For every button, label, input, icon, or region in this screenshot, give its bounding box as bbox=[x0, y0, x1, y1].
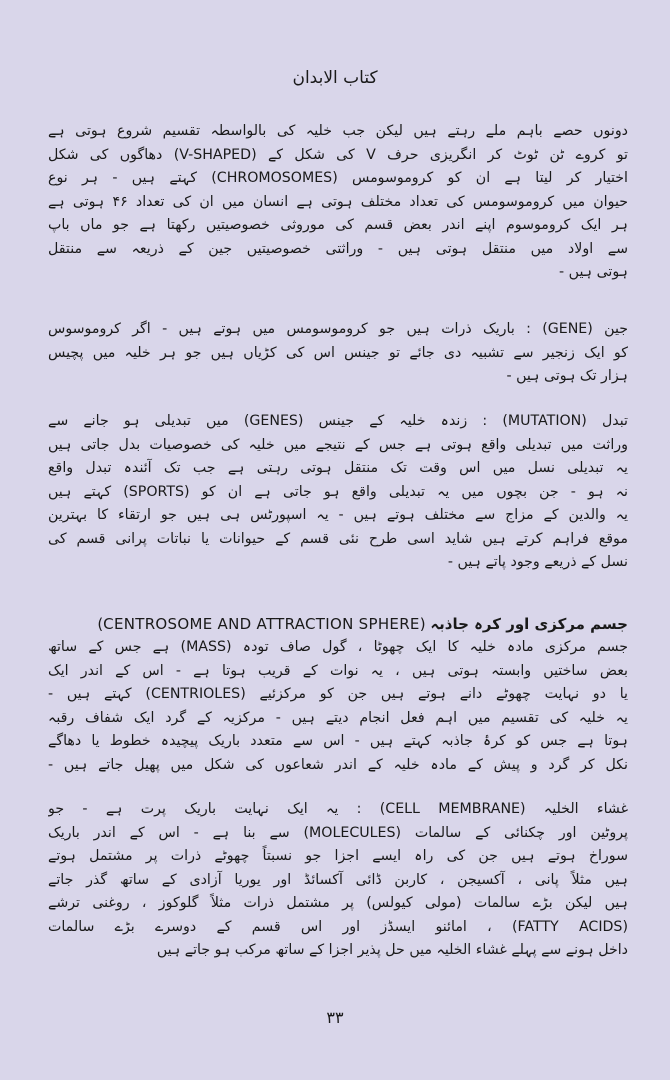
text-line: پروٹین اور چکنائی کے سالمات (MOLECULES) سے بنا ہے - اس کے اندر باریک bbox=[48, 824, 628, 841]
section-centrosome bbox=[48, 612, 628, 777]
text-line: نسل کے ذریعے وجود پاتے ہیں - bbox=[447, 554, 628, 570]
text-line: (FATTY ACIDS) ، امائنو ایسڈز اور اس قسم کے دوسرے بڑے سالمات bbox=[48, 918, 628, 935]
section-heading bbox=[48, 612, 628, 636]
text-line: ہوتا ہے جس کو کرۂ جاذبہ کہتے ہیں - اس سے متعدد باریک پیچیدہ خطوط یا دھاگے bbox=[48, 733, 628, 749]
page-header: کتاب الابدان bbox=[292, 68, 378, 88]
page-number: ۳۳ bbox=[326, 1008, 344, 1027]
text-line: وراثت میں تبدیلی واقع ہوتی ہے جس کے نتیجے میں خلیہ کی خصوصیات بدل جاتی ہیں bbox=[48, 436, 628, 453]
text-line: ہر ایک کروموسوم اپنے اندر بعض قسم کی موروثی خصوصیتیں رکھتا ہے جو ماں باپ bbox=[48, 217, 628, 233]
text-line: سے اولاد میں منتقل ہوتی ہیں - وراثتی خصوصیتیں جین کے ذریعہ سے منتقل bbox=[48, 240, 628, 257]
text-line: جین (GENE) : باریک ذرات ہیں جو کروموسومس میں ہوتے ہیں - اگر کروموسوس bbox=[48, 321, 628, 337]
text-line: یہ تبدیلی نسل میں اس وقت تک منتقل ہوتی رہتی ہے جب تک آئندہ تبدل واقع bbox=[48, 460, 628, 476]
paragraph-mutation bbox=[48, 410, 628, 575]
text-line: یہ والدین کے مزاج سے مختلف ہوتے ہیں - یہ اسپورٹس ہی ہیں جو ارتقاء کا بہترین bbox=[48, 507, 628, 523]
paragraph-gene bbox=[48, 318, 628, 389]
text-line: نکل کر گرد و پیش کے مادہ خلیہ کے اندر شعاعوں کی شکل میں پھیل جاتے ہیں - bbox=[48, 756, 628, 773]
text-line: یا دو نہایت چھوٹے دانے ہوتے ہیں جن کو مرکزئیے (CENTRIOLES) کہتے ہیں - bbox=[48, 686, 628, 702]
text-line: موقع فراہم کرتے ہیں شاید اسی طرح نئی قسم کے حیوانات یا نباتات پرانی قسم کی bbox=[48, 530, 628, 547]
text-line: حیوان میں کروموسومس کی تعداد مختلف ہوتی ہے انسان میں ان کی تعداد ۴۶ ہوتی ہے bbox=[48, 193, 628, 210]
text-line: ہیں مثلاً پانی ، آکسیجن ، کاربن ڈائی آکسائڈ اور یوریا آزادی کے ساتھ گذر جاتے bbox=[48, 871, 628, 888]
text-line: نہ ہو - جن بچوں میں یہ تبدیلی واقع ہو جاتی ہے ان کو (SPORTS) کہتے ہیں bbox=[48, 483, 628, 500]
paragraph-cell-membrane bbox=[48, 798, 628, 963]
heading-urdu: جسم مرکزی اور کرہ جاذبہ bbox=[430, 615, 628, 633]
text-line: تبدل (MUTATION) : زندہ خلیہ کے جینس (GENES) میں تبدیلی ہو جانے سے bbox=[48, 413, 628, 429]
heading-english: (CENTROSOME AND ATTRACTION SPHERE) bbox=[97, 615, 426, 633]
text-line: دونوں حصے باہم ملے رہتے ہیں لیکن جب خلیہ کی بالواسطہ تقسیم شروع ہوتی ہے bbox=[48, 123, 628, 139]
text-line: اختیار کر لیتا ہے ان کو کروموسومس (CHROMOSOMES) کہتے ہیں - ہر نوع bbox=[48, 170, 628, 186]
text-line: بعض ساختیں وابستہ ہوتی ہیں ، یہ نوات کے قریب ہوتا ہے - اس کے اندر ایک bbox=[48, 662, 628, 679]
text-line: تو کروے ٹن ٹوٹ کر انگریزی حرف V کی شکل کے (V-SHAPED) دھاگوں کی شکل bbox=[48, 146, 628, 163]
text-line: ہوتی ہیں - bbox=[559, 264, 628, 280]
text-line: کو ایک زنجیر سے تشبیہ دی جائے تو جینس اس کی کڑیاں ہیں جو ہر خلیہ میں پچیس bbox=[48, 344, 628, 361]
text-line: ہیں لیکن بڑے سالمات (مولی کیولس) پر مشتمل ذرات مثلاً گلوکوز ، روغنی ترشے bbox=[48, 895, 628, 911]
paragraph-chromosomes bbox=[48, 120, 628, 285]
text-line: سوراخ ہوتے ہیں جن کی راہ ایسے اجزا جو نسبتاً چھوٹے ذرات پر مشتمل ہوتے bbox=[48, 848, 628, 864]
text-line: یہ خلیہ کی تقسیم میں اہم فعل انجام دیتے ہیں - مرکزیہ کے گرد ایک شفاف رقبہ bbox=[48, 709, 628, 726]
text-line: ہزار تک ہوتی ہیں - bbox=[506, 368, 628, 384]
text-line: غشاء الخلیہ (CELL MEMBRANE) : یہ ایک نہایت باریک پرت ہے - جو bbox=[48, 801, 628, 817]
text-line: داخل ہونے سے پہلے غشاء الخلیہ میں حل پذیر اجزا کے ساتھ مرکب ہو جاتے ہیں bbox=[156, 942, 628, 958]
text-line: جسم مرکزی مادہ خلیہ کا ایک چھوٹا ، گول صاف تودہ (MASS) ہے جس کے ساتھ bbox=[48, 639, 628, 655]
